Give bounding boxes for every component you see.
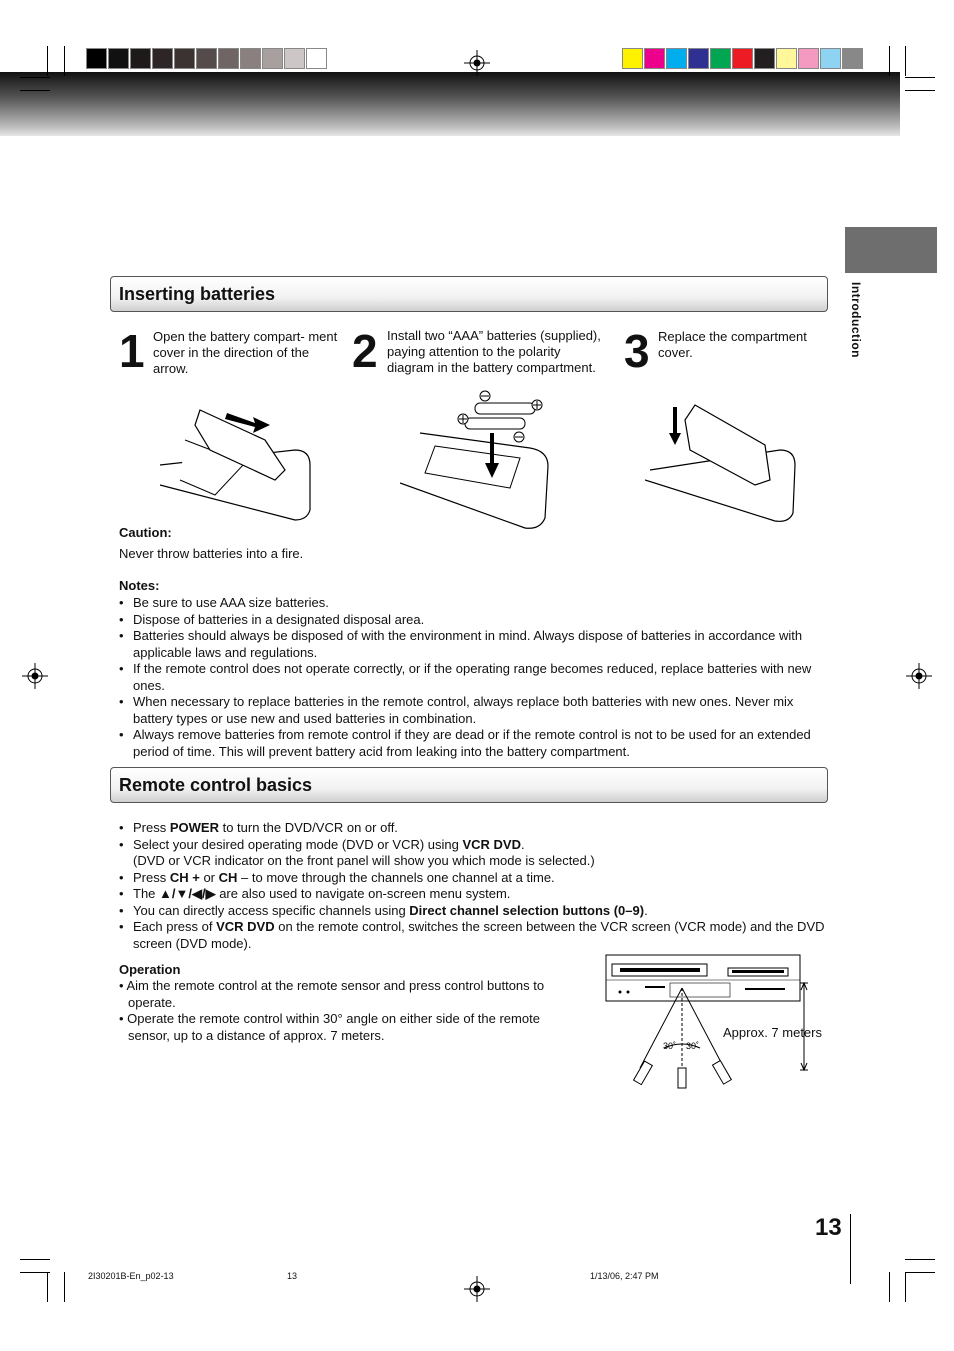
install-batteries-illustration (400, 388, 555, 533)
crop-mark (20, 1259, 50, 1260)
page-number-rule (850, 1214, 851, 1284)
chapter-tab (845, 227, 937, 273)
list-item: • You can directly access specific channels using Direct channel selection buttons (0–9). (119, 903, 831, 920)
step-text: Replace the compartment cover. (658, 329, 807, 360)
crop-mark (64, 46, 65, 76)
list-item: • Press CH + or CH – to move through the channels one channel at a time. (119, 870, 831, 887)
list-item: • Batteries should always be disposed of with the environment in mind. Always dispose of batteries in accordance with applicable laws and regulations. (119, 628, 829, 661)
section-header-inserting-batteries (110, 276, 828, 312)
color-swatch (306, 48, 327, 69)
registration-mark-icon (464, 50, 490, 76)
footer-code: 2I30201B-En_p02-13 (88, 1271, 174, 1281)
notes-list (119, 595, 829, 760)
color-swatch (666, 48, 687, 69)
footer-page: 13 (287, 1271, 298, 1281)
color-swatch (284, 48, 305, 69)
crop-mark (47, 46, 48, 76)
registration-mark-icon (906, 663, 932, 689)
step-number: 2 (352, 325, 378, 377)
crop-mark (20, 77, 50, 78)
crop-mark (905, 46, 906, 76)
color-swatch (754, 48, 775, 69)
color-swatch (622, 48, 643, 69)
step-number: 1 (119, 325, 145, 377)
section-title: Inserting batteries (119, 284, 276, 304)
list-item: • Always remove batteries from remote control if they are dead or if the remote control is not to be used for an extended period of time. This will prevent battery acid from leaking into the battery compartment. (119, 727, 829, 760)
chapter-label: Introduction (849, 282, 863, 358)
color-swatch (108, 48, 129, 69)
color-swatch (130, 48, 151, 69)
angle-left-label: 30˚ (663, 1041, 677, 1051)
list-item: • Operate the remote control within 30° angle on either side of the remote sensor, up to a distance of approx. 7 meters. (119, 1011, 540, 1043)
color-swatch (196, 48, 217, 69)
section-title: Remote control basics (119, 775, 313, 795)
caution-text: Never throw batteries into a fire. (119, 546, 304, 561)
list-item: • Aim the remote control at the remote sensor and press control buttons to operate. (119, 978, 545, 1010)
crop-mark (64, 1272, 65, 1302)
remote-range-diagram (600, 950, 835, 1090)
crop-mark (20, 1272, 50, 1273)
crop-mark (889, 46, 890, 76)
step-text: Open the battery compart- ment cover in the direction of the arrow. (153, 329, 338, 376)
list-item: • Select your desired operating mode (DVD or VCR) using VCR DVD. (DVD or VCR indicator on the front panel will show you which mode is selected.) (119, 837, 831, 870)
list-item: • Press POWER to turn the DVD/VCR on or off. (119, 820, 831, 837)
color-swatch (732, 48, 753, 69)
crop-mark (905, 1272, 935, 1273)
crop-mark (47, 1272, 48, 1302)
color-swatch (688, 48, 709, 69)
color-swatch (86, 48, 107, 69)
list-item: • Each press of VCR DVD on the remote control, switches the screen between the VCR screen (VCR mode) and the DVD screen (DVD mode). (119, 919, 831, 952)
color-swatch (820, 48, 841, 69)
list-item: • Be sure to use AAA size batteries. (119, 595, 829, 612)
step-text: Install two “AAA” batteries (supplied), paying attention to the polarity diagram in the battery compartment. (387, 328, 601, 375)
angle-right-label: 30˚ (686, 1041, 700, 1051)
color-swatch (218, 48, 239, 69)
arrow-keys-icon: ▲/▼/◀/▶ (159, 886, 216, 901)
footer-timestamp: 1/13/06, 2:47 PM (590, 1271, 659, 1281)
color-swatch (710, 48, 731, 69)
section-header-remote-control-basics (110, 767, 828, 803)
crop-mark (905, 1272, 906, 1302)
color-swatch (798, 48, 819, 69)
crop-mark (20, 90, 50, 91)
operation-list (119, 978, 579, 1044)
registration-mark-icon (464, 1276, 490, 1302)
color-swatch (776, 48, 797, 69)
crop-mark (905, 77, 935, 78)
list-item: • The ▲/▼/◀/▶ are also used to navigate on-screen menu system. (119, 886, 831, 903)
color-swatch (262, 48, 283, 69)
remote-basics-list (119, 820, 831, 952)
crop-mark (905, 90, 935, 91)
notes-label: Notes: (119, 578, 160, 593)
header-gradient-band (0, 72, 900, 136)
page-number: 13 (815, 1214, 842, 1241)
color-swatch (240, 48, 261, 69)
color-swatch (174, 48, 195, 69)
open-battery-cover-illustration (155, 395, 315, 525)
color-swatch (842, 48, 863, 69)
registration-mark-icon (22, 663, 48, 689)
color-swatch (644, 48, 665, 69)
color-swatch (152, 48, 173, 69)
list-item: • Dispose of batteries in a designated disposal area. (119, 612, 829, 629)
list-item: • If the remote control does not operate correctly, or if the operating range becomes reduced, replace batteries with new ones. (119, 661, 829, 694)
crop-mark (889, 1272, 890, 1302)
replace-cover-illustration (645, 395, 800, 525)
operation-label: Operation (119, 962, 181, 977)
crop-mark (905, 1259, 935, 1260)
step-number: 3 (624, 325, 650, 377)
caution-label: Caution: (119, 525, 172, 540)
distance-label: Approx. 7 meters (723, 1025, 822, 1040)
list-item: • When necessary to replace batteries in the remote control, always replace both batteries with new ones. Never mix battery types or use new and used batteries in combination. (119, 694, 829, 727)
